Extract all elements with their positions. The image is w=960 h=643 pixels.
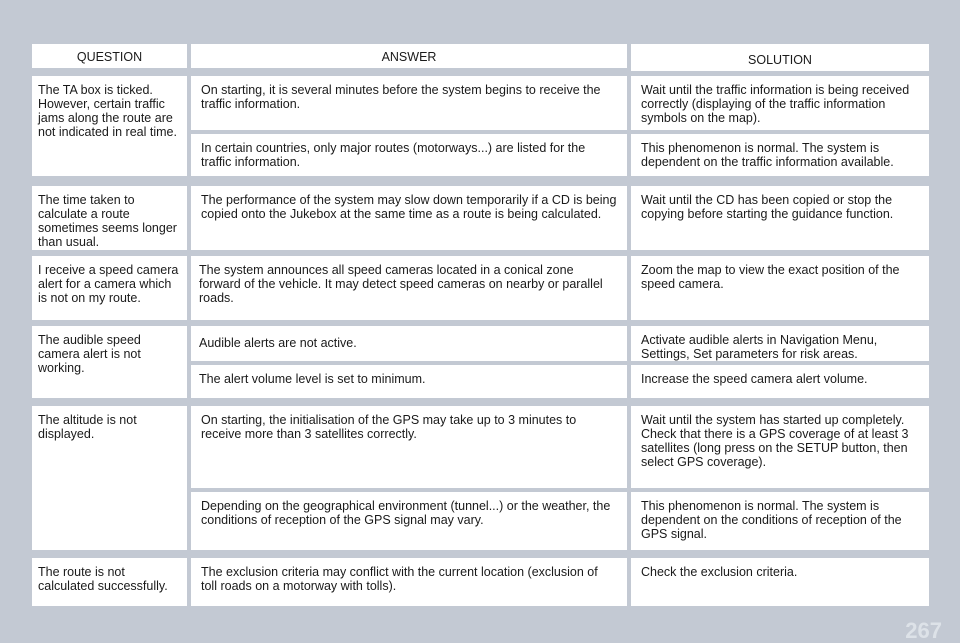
answer-cell: On starting, the initialisation of the GPS may take up to 3 minutes to receive more than 3 satellites correctly. [191, 406, 627, 488]
question-cell: I receive a speed camera alert for a camera which is not on my route. [32, 256, 187, 320]
answer-cell: On starting, it is several minutes before the system begins to receive the traffic information. [191, 76, 627, 130]
solution-cell: Activate audible alerts in Navigation Menu, Settings, Set parameters for risk areas. [631, 326, 929, 361]
solution-cell: Wait until the system has started up completely. Check that there is a GPS coverage of at least 3 satellites (long press on the SETUP button, then select GPS coverage). [631, 406, 929, 488]
answer-cell: In certain countries, only major routes (motorways...) are listed for the traffic information. [191, 134, 627, 176]
answer-cell: The alert volume level is set to minimum. [191, 365, 627, 398]
answer-cell: Audible alerts are not active. [191, 326, 627, 361]
solution-cell: Wait until the CD has been copied or stop the copying before starting the guidance function. [631, 186, 929, 250]
question-cell: The time taken to calculate a route sometimes seems longer than usual. [32, 186, 187, 250]
solution-cell: Increase the speed camera alert volume. [631, 365, 929, 398]
answer-cell: The system announces all speed cameras located in a conical zone forward of the vehicle. It may detect speed cameras on nearby or parallel roads. [191, 256, 627, 320]
answer-cell: The performance of the system may slow down temporarily if a CD is being copied onto the Jukebox at the same time as a route is being calculated. [191, 186, 627, 250]
answer-cell: The exclusion criteria may conflict with the current location (exclusion of toll roads on a motorway with tolls). [191, 558, 627, 606]
solution-cell: Zoom the map to view the exact position of the speed camera. [631, 256, 929, 320]
page-number: 267 [905, 618, 942, 643]
solution-cell: This phenomenon is normal. The system is dependent on the traffic information available. [631, 134, 929, 176]
answer-cell: Depending on the geographical environment (tunnel...) or the weather, the conditions of reception of the GPS signal may vary. [191, 492, 627, 550]
question-cell: The audible speed camera alert is not working. [32, 326, 187, 398]
header-answer: ANSWER [191, 44, 627, 68]
header-solution: SOLUTION [631, 44, 929, 71]
header-question: QUESTION [32, 44, 187, 68]
question-cell: The TA box is ticked. However, certain traffic jams along the route are not indicated in real time. [32, 76, 187, 176]
solution-cell: Check the exclusion criteria. [631, 558, 929, 606]
solution-cell: This phenomenon is normal. The system is dependent on the conditions of reception of the GPS signal. [631, 492, 929, 550]
question-cell: The altitude is not displayed. [32, 406, 187, 550]
solution-cell: Wait until the traffic information is being received correctly (displaying of the traffic information symbols on the map). [631, 76, 929, 130]
question-cell: The route is not calculated successfully. [32, 558, 187, 606]
